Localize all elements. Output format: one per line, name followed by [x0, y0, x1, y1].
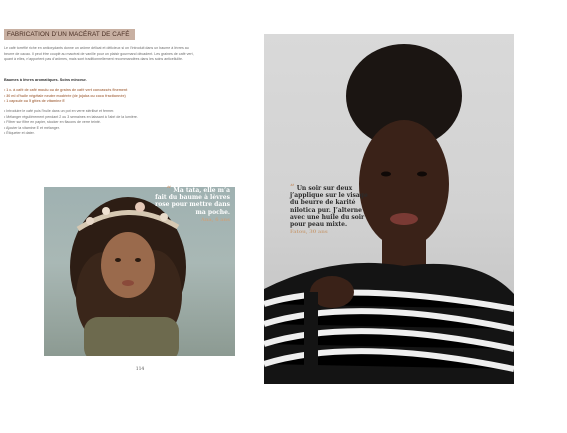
woman-quote — [290, 184, 370, 236]
page-number: 114 — [135, 367, 145, 372]
quote-text: Ma tata, elle m’a fait du baume à lèvres rose pour mettre dans ma poche. — [155, 187, 230, 216]
ingredient-item: • 30 ml d’huile végétale neutre modérée (de jojoba ou coco fractionnée) — [4, 93, 126, 98]
step-item: • Étiqueter et dater. — [4, 131, 35, 136]
quote-mark-icon: “ — [290, 182, 295, 192]
quote-author: Ana, 6 ans — [200, 216, 230, 223]
step-item: • Mélanger régulièrement pendant 2 ou 3 semaines en laissant à l’abri de la lumière. — [4, 114, 138, 119]
step-list — [4, 109, 199, 137]
quote-text: Un soir sur deux j’applique sur le visage du beurre de karité nilotica pur. J’alterne avec une huile du soir pour peau mixte. — [290, 185, 368, 229]
section-heading: FABRICATION D’UN MACÉRAT DE CAFÉ — [4, 29, 135, 40]
recipe-title: Baumes à lèvres aromatiques. Soins minceur. — [4, 78, 87, 82]
quote-mark-icon: “ — [166, 184, 172, 194]
quote-author: Fatou, 30 ans — [290, 229, 328, 236]
child-quote — [154, 186, 230, 224]
ingredient-item: • 1 c. à café de café moulu ou de grains de café vert concassés finement — [4, 88, 128, 92]
step-item: • Introduire le café puis l’huile dans un pot en verre stérilisé et fermer. — [4, 109, 115, 113]
step-item: • Ajouter la vitamine E et mélanger. — [4, 125, 60, 130]
intro-paragraph: Le café torréfié riche en antioxydants donne un arôme délicat et délicieux si on l’introduit dans un baume à lèvres au beurre de cacao. Il peut être couplé au macérat de vanille pour un plaisir gourmand décadent. Les graines de café vert, quant à elles, n’apportent pas d’arômes, mais sont traditionnellement recommandées dans les soins anticellulite. — [4, 46, 194, 62]
ingredient-list — [4, 88, 199, 105]
ingredient-item: • 1 capsule ou 5 gttes de vitamine E — [4, 99, 65, 104]
step-item: • Filtrer sur filtre en papier, stocker en flacons de verre teinté. — [4, 120, 101, 125]
